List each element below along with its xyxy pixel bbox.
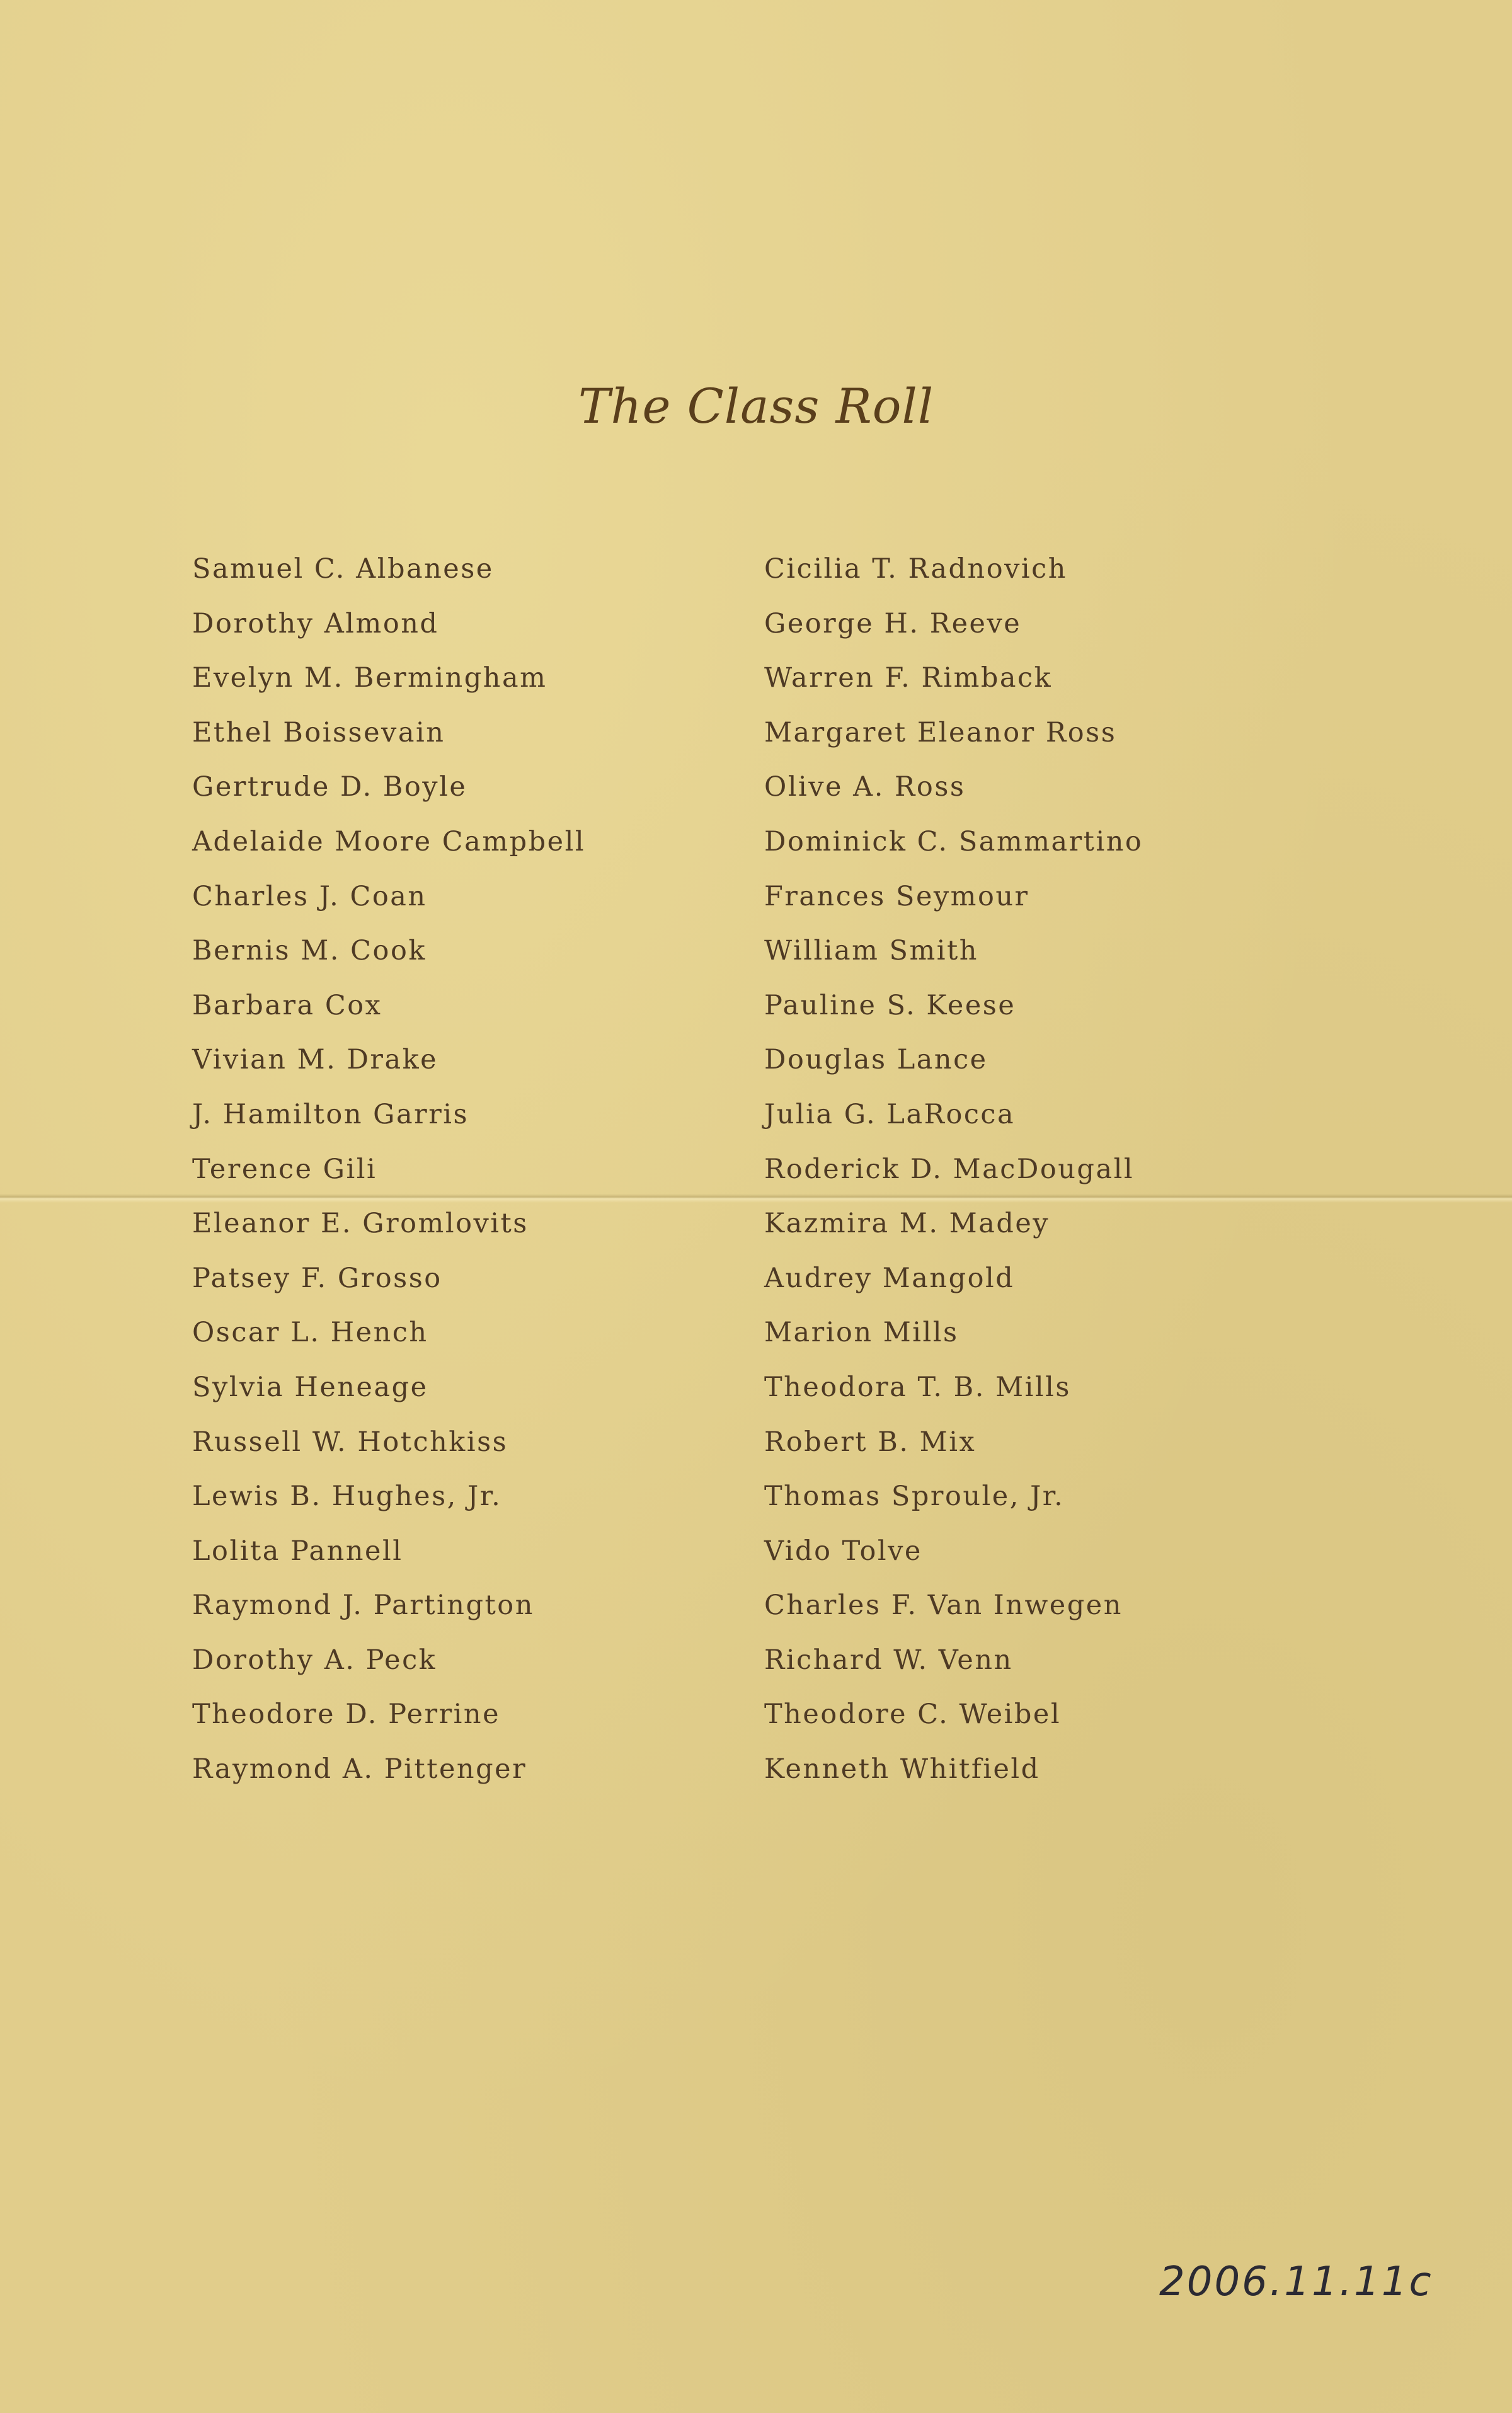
roll-name: Russell W. Hotchkiss [192,1426,508,1458]
roll-name: Kenneth Whitfield [764,1753,1040,1785]
roll-name: Theodore C. Weibel [764,1699,1062,1731]
roll-name: Adelaide Moore Campbell [192,825,586,857]
roll-name: Olive A. Ross [764,771,966,803]
roll-name: Gertrude D. Boyle [192,771,467,803]
roll-name: Margaret Eleanor Ross [764,716,1117,748]
roll-name: Thomas Sproule, Jr. [764,1481,1065,1513]
roll-name: Dominick C. Sammartino [764,825,1143,857]
roll-name: Ethel Boissevain [192,716,445,748]
roll-name: Kazmira M. Madey [764,1208,1050,1240]
roll-name: Raymond J. Partington [192,1590,534,1622]
roll-name: Eleanor E. Gromlovits [192,1208,529,1240]
roll-name: Charles F. Van Inwegen [764,1590,1123,1622]
roll-name: Robert B. Mix [764,1426,976,1458]
roll-name: Vivian M. Drake [192,1044,438,1076]
roll-name: Frances Seymour [764,880,1029,912]
roll-name: Charles J. Coan [192,880,427,912]
roll-name: Theodora T. B. Mills [764,1371,1071,1403]
roll-name: George H. Reeve [764,607,1022,639]
roll-name: Richard W. Venn [764,1644,1013,1676]
accession-number: 2006.11.11c [1159,2259,1433,2305]
roll-name: Audrey Mangold [764,1262,1015,1294]
page-title: The Class Roll [578,378,934,434]
roll-name: Lolita Pannell [192,1535,403,1567]
roll-name: Pauline S. Keese [764,989,1016,1021]
roll-name: Oscar L. Hench [192,1317,428,1349]
roll-name: Evelyn M. Bermingham [192,662,547,694]
roll-name: Roderick D. MacDougall [764,1153,1135,1185]
roll-name: Barbara Cox [192,989,382,1021]
roll-name: Patsey F. Grosso [192,1262,442,1294]
roll-name: Vido Tolve [764,1535,922,1567]
roll-name: Bernis M. Cook [192,935,427,967]
roll-name: Raymond A. Pittenger [192,1753,527,1785]
roll-name: Dorothy A. Peck [192,1644,437,1676]
roll-left-column [192,542,585,1797]
roll-name: Dorothy Almond [192,607,439,639]
roll-name: Sylvia Heneage [192,1371,428,1403]
roll-name: Terence Gili [192,1153,377,1185]
roll-right-column [764,542,1143,1797]
roll-name: William Smith [764,935,978,967]
roll-name: J. Hamilton Garris [192,1098,469,1130]
roll-name: Marion Mills [764,1317,959,1349]
roll-name: Douglas Lance [764,1044,988,1076]
roll-name: Cicilia T. Radnovich [764,553,1067,585]
roll-name: Theodore D. Perrine [192,1699,501,1731]
roll-name: Samuel C. Albanese [192,553,494,585]
roll-name: Lewis B. Hughes, Jr. [192,1481,502,1513]
roll-name: Warren F. Rimback [764,662,1053,694]
roll-name: Julia G. LaRocca [764,1098,1016,1130]
